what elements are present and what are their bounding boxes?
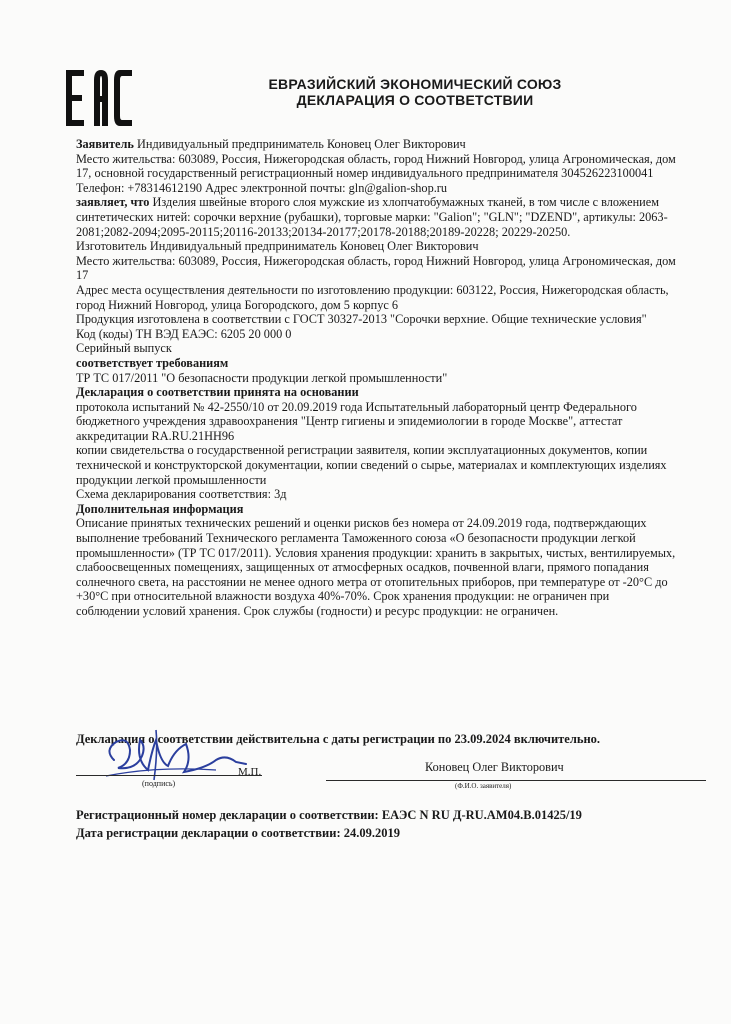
compliance-label-text: соответствует требованиям bbox=[76, 355, 229, 370]
basis-label bbox=[76, 385, 676, 400]
signature-caption: (подпись) bbox=[142, 779, 176, 788]
stamp-place-label: М.П. bbox=[238, 766, 262, 778]
declares-label: заявляет, что bbox=[76, 195, 150, 210]
signer-caption: (Ф.И.О. заявителя) bbox=[455, 782, 512, 790]
applicant-label: Заявитель bbox=[76, 137, 134, 151]
registration-date: Дата регистрации декларации о соответствии: 24.09.2019 bbox=[76, 826, 400, 840]
applicant-contacts: Телефон: +78314612190 Адрес электронной почты: gln@galion-shop.ru bbox=[76, 180, 448, 195]
applicant-residence: Место жительства: 603089, Россия, Нижегородская область, город Нижний Новгород, улица Агрономическая, дом 17, основной государственный регистрационный номер индивидуального предпринимателя 304526223100041 bbox=[76, 151, 676, 181]
declares-line bbox=[76, 195, 676, 239]
handwritten-signature bbox=[96, 720, 266, 800]
header-declaration-title: ДЕКЛАРАЦИЯ О СООТВЕТСТВИИ bbox=[296, 92, 534, 108]
release-type: Серийный выпуск bbox=[76, 341, 172, 356]
declaration-body bbox=[76, 137, 676, 619]
document-header bbox=[240, 76, 590, 108]
basis-label-text: Декларация о соответствии принята на основании bbox=[76, 385, 359, 400]
eac-logo bbox=[64, 68, 142, 128]
header-union-title: ЕВРАЗИЙСКИЙ ЭКОНОМИЧЕСКИЙ СОЮЗ bbox=[268, 76, 562, 92]
signer-name-line bbox=[326, 780, 706, 781]
registration-number: Регистрационный номер декларации о соответствии: ЕАЭС N RU Д-RU.АМ04.В.01425/19 bbox=[76, 808, 582, 822]
production-address: Адрес места осуществления деятельности по изготовлению продукции: 603122, Россия, Нижегородская область, город Нижний Новгород, улица Богородского, дом 5 корпус 6 bbox=[76, 282, 669, 312]
compliance-value: ТР ТС 017/2011 "О безопасности продукции легкой промышленности" bbox=[76, 370, 448, 385]
production-standard: Продукция изготовлена в соответствии с ГОСТ 30327-2013 "Сорочки верхние. Общие технические условия" bbox=[76, 312, 647, 327]
manufacturer-residence: Место жительства: 603089, Россия, Нижегородская область, город Нижний Новгород, улица Агрономическая, дом 17 bbox=[76, 253, 676, 283]
manufacturer-name: Изготовитель Индивидуальный предприниматель Коновец Олег Викторович bbox=[76, 239, 479, 254]
basis-protocol: протокола испытаний № 42-2550/10 от 20.09.2019 года Испытательный лабораторный центр Федерального бюджетного учреждения здравоохранения "Центр гигиены и эпидемиологии в городе Москве", аттестат аккредитации RA.RU.21НН96 bbox=[76, 399, 637, 443]
basis-scheme: Схема декларирования соответствия: 3д bbox=[76, 487, 287, 502]
applicant-line bbox=[76, 137, 676, 152]
hs-code: Код (коды) ТН ВЭД ЕАЭС: 6205 20 000 0 bbox=[76, 326, 292, 341]
additional-label-text: Дополнительная информация bbox=[76, 501, 244, 516]
signer-name: Коновец Олег Викторович bbox=[425, 760, 564, 774]
applicant-value: Индивидуальный предприниматель Коновец Олег Викторович bbox=[133, 137, 466, 151]
additional-text: Описание принятых технических решений и оценки рисков без номера от 24.09.2019 года, подтверждающих выполнение требований Технического регламента Таможенного союза «О безопасности продукции легкой промышленности» (ТР ТС 017/2011). Условия хранения продукции: хранить в закрытых, чистых, вентилируемых, слабоосвещенных помещениях, защищенных от атмосферных осадков, почвенной влаги, прямого попадания солнечного света, на расстоянии не менее одного метра от отопительных приборов, при температуре от -20°С до +30°С при относительной влажности воздуха 40%-70%. Срок хранения продукции: не ограничен при соблюдении условий хранения. Срок службы (годности) и ресурс продукции: не ограничен. bbox=[76, 516, 676, 618]
declares-value: Изделия швейные второго слоя мужские из хлопчатобумажных тканей, в том числе с вложением синтетических нитей: сорочки верхние (рубашки), торговые марки: "Galion"; "GLN"; "DZEND", артикулы: 2063-2081;2082-2094;2095-20115;20116-20133;20134-20177;20178-20188;20189-20228; 20229-20250. bbox=[76, 195, 668, 239]
basis-copies: копии свидетельства о государственной регистрации заявителя, копии эксплуатационных документов, копии технической и конструкторской документации, копии сведений о сырье, материалах и комплектующих изделиях продукции легкой промышленности bbox=[76, 443, 667, 487]
additional-label bbox=[76, 502, 676, 517]
validity-statement: Декларация о соответствии действительна с даты регистрации по 23.09.2024 включительно. bbox=[76, 732, 601, 746]
signature-line bbox=[76, 775, 262, 776]
compliance-label bbox=[76, 356, 676, 371]
